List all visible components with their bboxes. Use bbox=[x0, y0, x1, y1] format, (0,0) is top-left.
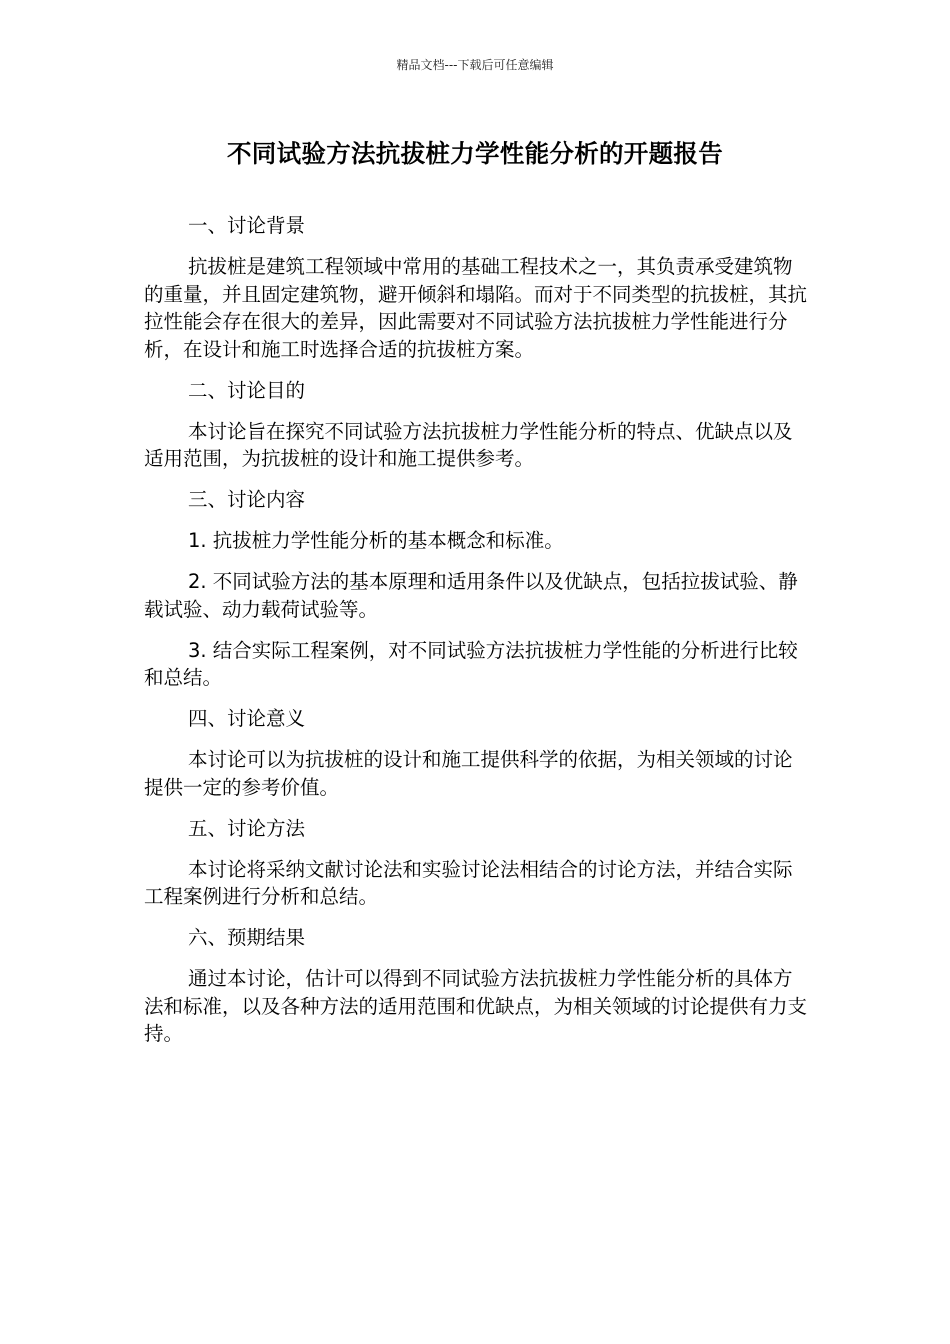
content-item-1: 1. 抗拔桩力学性能分析的基本概念和标准。 bbox=[188, 529, 564, 552]
paragraph-significance: 本讨论可以为抗拔桩的设计和施工提供科学的依据，为相关领域的讨论提供一定的参考价值。 bbox=[144, 748, 793, 799]
paragraph-expected-results: 通过本讨论，估计可以得到不同试验方法抗拔桩力学性能分析的具体方法和标准，以及各种方法的适用范围和优缺点，为相关领域的讨论提供有力支持。 bbox=[144, 967, 808, 1045]
section-heading-method: 五、讨论方法 bbox=[188, 816, 306, 840]
content-item-2: 2. 不同试验方法的基本原理和适用条件以及优缺点，包括拉拔试验、静载试验、动力载荷试验等。 bbox=[144, 570, 798, 621]
paragraph-purpose: 本讨论旨在探究不同试验方法抗拔桩力学性能分析的特点、优缺点以及适用范围，为抗拔桩的设计和施工提供参考。 bbox=[144, 419, 793, 470]
section-heading-expected-results: 六、预期结果 bbox=[188, 926, 306, 949]
paragraph-method: 本讨论将采纳文献讨论法和实验讨论法相结合的讨论方法，并结合实际工程案例进行分析和总结。 bbox=[144, 857, 793, 908]
paragraph-background: 抗拔桩是建筑工程领域中常用的基础工程技术之一，其负责承受建筑物的重量，并且固定建筑物，避开倾斜和塌陷。而对于不同类型的抗拔桩，其抗拉性能会存在很大的差异，因此需要对不同试验方法抗拔桩力学性能进行分析，在设计和施工时选择合适的抗拔桩方案。 bbox=[144, 255, 808, 361]
section-heading-purpose: 二、讨论目的 bbox=[188, 378, 306, 402]
document-body bbox=[144, 212, 808, 1061]
section-heading-significance: 四、讨论意义 bbox=[188, 707, 306, 730]
section-heading-content: 三、讨论内容 bbox=[188, 488, 306, 511]
section-heading-background: 一、讨论背景 bbox=[188, 214, 306, 237]
document-title: 不同试验方法抗拔桩力学性能分析的开题报告 bbox=[227, 139, 723, 168]
content-item-3: 3. 结合实际工程案例，对不同试验方法抗拔桩力学性能的分析进行比较和总结。 bbox=[144, 638, 798, 689]
page-header: 精品文档---下载后可任意编辑 bbox=[396, 58, 554, 72]
